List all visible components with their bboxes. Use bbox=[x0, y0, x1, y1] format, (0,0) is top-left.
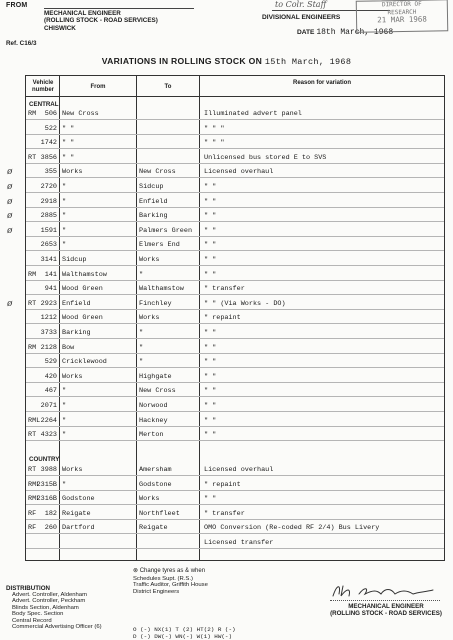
vehicle-class: RML bbox=[28, 416, 41, 425]
vehicle-number: 2071 bbox=[40, 402, 57, 410]
cell-reason: Licensed overhaul bbox=[204, 168, 274, 177]
vehicle-class: RT bbox=[28, 431, 37, 440]
cell-reason: " " (Via Works - DO) bbox=[204, 299, 286, 308]
cell-from: Dartford bbox=[62, 524, 95, 533]
row-rule bbox=[26, 382, 444, 383]
cell-from: Works bbox=[62, 168, 83, 177]
vehicle-number: 2128 bbox=[40, 343, 57, 352]
header-rule bbox=[26, 96, 444, 97]
vehicle-number: 2264 bbox=[40, 416, 57, 425]
row-rule bbox=[26, 192, 444, 193]
margin-tick-mark: ø bbox=[7, 225, 13, 236]
row-rule bbox=[26, 338, 444, 339]
cell-reason: " repaint bbox=[204, 314, 241, 323]
cell-to: Reigate bbox=[139, 524, 168, 533]
cell-to: Sidcup bbox=[139, 183, 164, 191]
margin-tick-mark: ø bbox=[7, 298, 13, 309]
row-rule bbox=[26, 148, 444, 149]
column-header-to: To bbox=[164, 84, 172, 90]
vehicle-number: 2315B bbox=[36, 480, 57, 489]
vehicle-number: 1591 bbox=[40, 226, 57, 235]
distribution-item: Blinds Section, Aldenham bbox=[12, 604, 79, 611]
cell-reason: Illuminated advert panel bbox=[204, 110, 302, 118]
vehicle-number: 260 bbox=[44, 524, 57, 533]
cell-to: Merton bbox=[139, 431, 164, 440]
signatory-line-1: MECHANICAL ENGINEER bbox=[348, 603, 424, 610]
vehicle-class: RM bbox=[28, 110, 37, 118]
rolling-stock-table bbox=[7, 75, 445, 561]
vehicle-number: 2720 bbox=[40, 183, 57, 191]
cell-to: Finchley bbox=[139, 299, 172, 308]
row-rule bbox=[26, 221, 444, 222]
row-rule bbox=[26, 504, 444, 505]
page-title bbox=[0, 56, 453, 67]
distribution-mid-item: Schedules Supt. (R.S.) bbox=[133, 576, 193, 582]
cell-reason: " repaint bbox=[204, 480, 241, 489]
vehicle-class: RT bbox=[28, 466, 37, 474]
distribution-item: Advert. Controller, Peckham bbox=[12, 598, 86, 605]
depot-codes-line-1: O (-) NX(1) T (2) HT(2) R (-) bbox=[133, 626, 236, 633]
row-rule bbox=[26, 309, 444, 310]
cell-reason: " " bbox=[204, 402, 217, 410]
stamp-line-1: DIRECTOR OF bbox=[381, 0, 422, 9]
cell-to: Barking bbox=[139, 212, 168, 221]
cell-reason: " " bbox=[204, 183, 217, 191]
signatory-line-2: (ROLLING STOCK - ROAD SERVICES) bbox=[330, 610, 442, 617]
cell-from: Walthamstow bbox=[62, 270, 107, 279]
vehicle-number: 2923 bbox=[40, 299, 57, 308]
cell-to: Godstone bbox=[139, 480, 172, 489]
cell-reason: " " bbox=[204, 226, 217, 235]
vehicle-number: 506 bbox=[44, 110, 57, 118]
depot-codes bbox=[133, 626, 236, 640]
cell-reason: " " bbox=[204, 256, 217, 264]
vehicle-number: 355 bbox=[44, 168, 57, 177]
row-rule bbox=[26, 294, 444, 295]
cell-from: Sidcup bbox=[62, 256, 87, 264]
cell-reason: " transfer bbox=[204, 285, 245, 294]
vehicle-number: 2316B bbox=[36, 495, 57, 504]
cell-reason: " " bbox=[204, 212, 217, 221]
distribution-mid-item: Traffic Auditor, Griffith House bbox=[133, 582, 208, 589]
vehicle-number: 3856 bbox=[40, 153, 57, 162]
column-header-vehicle: Vehicle number bbox=[31, 80, 54, 93]
from-line-1: MECHANICAL ENGINEER bbox=[44, 10, 121, 17]
cell-reason: Licensed transfer bbox=[204, 539, 274, 547]
title-text: VARIATIONS IN ROLLING STOCK ON bbox=[101, 56, 263, 66]
cell-reason: Licensed overhaul bbox=[204, 466, 274, 474]
cell-from: Barking bbox=[62, 329, 91, 337]
cell-from: " bbox=[62, 416, 67, 425]
vehicle-number: 2918 bbox=[40, 197, 57, 206]
cell-reason: " transfer bbox=[204, 509, 245, 518]
distribution-item: Commercial Advertising Officer (6) bbox=[12, 624, 102, 631]
cell-to: Highgate bbox=[139, 372, 172, 381]
vehicle-class: RT bbox=[28, 299, 37, 308]
cell-to: Works bbox=[139, 314, 160, 323]
row-rule bbox=[26, 548, 444, 549]
vehicle-number: 4323 bbox=[40, 431, 57, 440]
cell-reason: " " bbox=[204, 197, 217, 206]
row-rule bbox=[26, 236, 444, 237]
cell-to: " bbox=[139, 270, 144, 279]
cell-to: " bbox=[139, 329, 144, 337]
date-value: 18th March, 1968 bbox=[316, 28, 394, 37]
cell-from: New Cross bbox=[62, 110, 99, 118]
cell-reason: " " bbox=[204, 416, 217, 425]
cell-from: " bbox=[62, 197, 67, 206]
cell-from: Cricklewood bbox=[62, 358, 107, 367]
cell-to: Norwood bbox=[139, 402, 168, 410]
footnote: ⊗ Change tyres as & when bbox=[133, 568, 206, 574]
cell-from: " " bbox=[62, 139, 75, 148]
from-line-2: (ROLLING STOCK - ROAD SERVICES) bbox=[44, 17, 158, 25]
row-rule bbox=[26, 163, 444, 164]
cell-from: Reigate bbox=[62, 509, 91, 518]
distribution-item: Advert. Controller, Aldenham bbox=[12, 592, 87, 598]
row-rule bbox=[26, 533, 444, 534]
signature-line bbox=[330, 600, 440, 601]
row-rule bbox=[26, 323, 444, 324]
margin-tick-mark: ø bbox=[7, 167, 13, 178]
cell-reason: " " bbox=[204, 372, 217, 381]
cell-to: Elmers End bbox=[139, 241, 180, 250]
distribution-item: Central Record bbox=[12, 617, 52, 624]
cell-to: New Cross bbox=[139, 387, 176, 396]
cell-from: " bbox=[62, 183, 67, 191]
row-rule bbox=[26, 207, 444, 208]
row-rule bbox=[26, 426, 444, 427]
cell-to: Amersham bbox=[139, 466, 172, 474]
vehicle-class: RM bbox=[28, 270, 37, 279]
cell-reason: " " " bbox=[204, 139, 225, 148]
cell-from: Wood Green bbox=[62, 314, 103, 323]
row-rule bbox=[26, 475, 444, 476]
cell-reason: " " bbox=[204, 358, 217, 367]
vehicle-number: 1212 bbox=[40, 314, 57, 323]
cell-reason: " " " bbox=[204, 124, 225, 133]
distribution-mid-item: District Engineers bbox=[133, 588, 180, 595]
from-line-3: CHISWICK bbox=[44, 24, 76, 32]
cell-to: " bbox=[139, 358, 144, 367]
column-header-from: From bbox=[90, 84, 106, 90]
stamp-line-2: RESEARCH bbox=[387, 8, 417, 16]
cell-from: Bow bbox=[62, 343, 75, 352]
cell-from: Wood Green bbox=[62, 285, 103, 294]
cell-from: " bbox=[62, 402, 67, 410]
vehicle-number: 182 bbox=[44, 509, 57, 518]
cell-reason: " " bbox=[204, 431, 217, 440]
vehicle-number: 1742 bbox=[40, 139, 57, 148]
distribution-list bbox=[12, 592, 102, 630]
row-rule bbox=[26, 367, 444, 368]
cell-from: Works bbox=[62, 372, 83, 381]
signatory-title bbox=[325, 603, 447, 617]
cell-from: " bbox=[62, 480, 67, 489]
cell-to: Northfleet bbox=[139, 509, 180, 518]
vehicle-class: RM bbox=[28, 343, 37, 352]
column-header-reason: Reason for variation bbox=[292, 80, 351, 86]
vehicle-class: RML bbox=[28, 480, 41, 489]
from-label: FROM bbox=[6, 2, 28, 9]
cell-to: Enfield bbox=[139, 197, 168, 206]
cell-to: " bbox=[139, 343, 144, 352]
vehicle-number: 141 bbox=[44, 270, 57, 279]
cell-reason: " " bbox=[204, 495, 217, 504]
cell-reason: OMO Conversion (Re-coded RF 2/4) Bus Livery bbox=[204, 524, 380, 533]
cell-from: " bbox=[62, 241, 67, 250]
cell-to: Works bbox=[139, 256, 160, 264]
cell-to: Walthamstow bbox=[139, 285, 184, 294]
margin-tick-mark: ø bbox=[7, 211, 13, 222]
cell-reason: " " bbox=[204, 241, 217, 250]
date-label: DATE bbox=[297, 29, 315, 36]
row-rule bbox=[26, 265, 444, 266]
cell-to: Works bbox=[139, 495, 160, 504]
row-rule bbox=[26, 250, 444, 251]
vehicle-class: RML bbox=[28, 495, 41, 504]
from-rule bbox=[44, 8, 194, 9]
vehicle-number: 2653 bbox=[40, 241, 57, 250]
distribution-mid bbox=[133, 576, 208, 595]
cell-to: Palmers Green bbox=[139, 226, 193, 235]
section-central: CENTRAL bbox=[29, 101, 59, 108]
handwritten-signature bbox=[325, 580, 445, 602]
section-country: COUNTRY bbox=[29, 456, 60, 463]
divisional-engineers: DIVISIONAL ENGINEERS bbox=[262, 14, 341, 21]
from-organisation bbox=[44, 10, 158, 32]
cell-reason: " " bbox=[204, 387, 217, 396]
title-date: 15th March, 1968 bbox=[264, 57, 352, 67]
row-rule bbox=[26, 490, 444, 491]
cell-from: " bbox=[62, 226, 67, 235]
vehicle-number: 3988 bbox=[40, 466, 57, 474]
cell-from: " " bbox=[62, 124, 75, 133]
row-rule bbox=[26, 519, 444, 520]
vehicle-number: 3141 bbox=[40, 256, 57, 264]
row-rule bbox=[26, 440, 444, 441]
vehicle-number: 420 bbox=[44, 372, 57, 381]
vehicle-class: RT bbox=[28, 153, 37, 162]
distribution-item: Body Spec. Section bbox=[12, 611, 64, 618]
cell-to: Hackney bbox=[139, 416, 168, 425]
vehicle-number: 529 bbox=[44, 358, 57, 367]
cell-reason: " " bbox=[204, 329, 217, 337]
vehicle-number: 2885 bbox=[40, 212, 57, 221]
cell-reason: Unlicensed bus stored E to SVS bbox=[204, 153, 327, 162]
cell-reason: " " bbox=[204, 270, 217, 279]
vehicle-number: 467 bbox=[44, 387, 57, 396]
row-rule bbox=[26, 134, 444, 135]
cell-from: " bbox=[62, 387, 67, 396]
to-handwritten-note: to Colr. Staff bbox=[275, 0, 327, 9]
row-rule bbox=[26, 119, 444, 120]
margin-tick-mark: ø bbox=[7, 182, 13, 192]
row-rule bbox=[26, 177, 444, 178]
margin-tick-mark: ø bbox=[7, 196, 13, 207]
vehicle-number: 941 bbox=[44, 285, 57, 294]
cell-from: " " bbox=[62, 153, 75, 162]
cell-from: " bbox=[62, 431, 67, 440]
received-stamp bbox=[356, 0, 449, 33]
row-rule bbox=[26, 396, 444, 397]
depot-codes-line-2: D (-) DW(-) WN(-) W(1) HW(-) bbox=[133, 633, 232, 640]
cell-from: Works bbox=[62, 466, 83, 474]
vehicle-class: RF bbox=[28, 524, 37, 533]
cell-from: Enfield bbox=[62, 299, 91, 308]
vehicle-number: 522 bbox=[44, 124, 57, 133]
vehicle-class: RF bbox=[28, 509, 37, 518]
reference-number: Ref. C16/3 bbox=[6, 40, 37, 47]
row-rule bbox=[26, 411, 444, 412]
cell-to: New Cross bbox=[139, 168, 176, 177]
cell-reason: " " bbox=[204, 343, 217, 352]
row-rule bbox=[26, 353, 444, 354]
distribution-label: DISTRIBUTION bbox=[6, 585, 50, 592]
vehicle-number: 3733 bbox=[40, 329, 57, 337]
stamp-date: 21 MAR 1968 bbox=[377, 14, 427, 25]
cell-from: " bbox=[62, 212, 67, 221]
cell-from: Godstone bbox=[62, 495, 95, 504]
row-rule bbox=[26, 280, 444, 281]
